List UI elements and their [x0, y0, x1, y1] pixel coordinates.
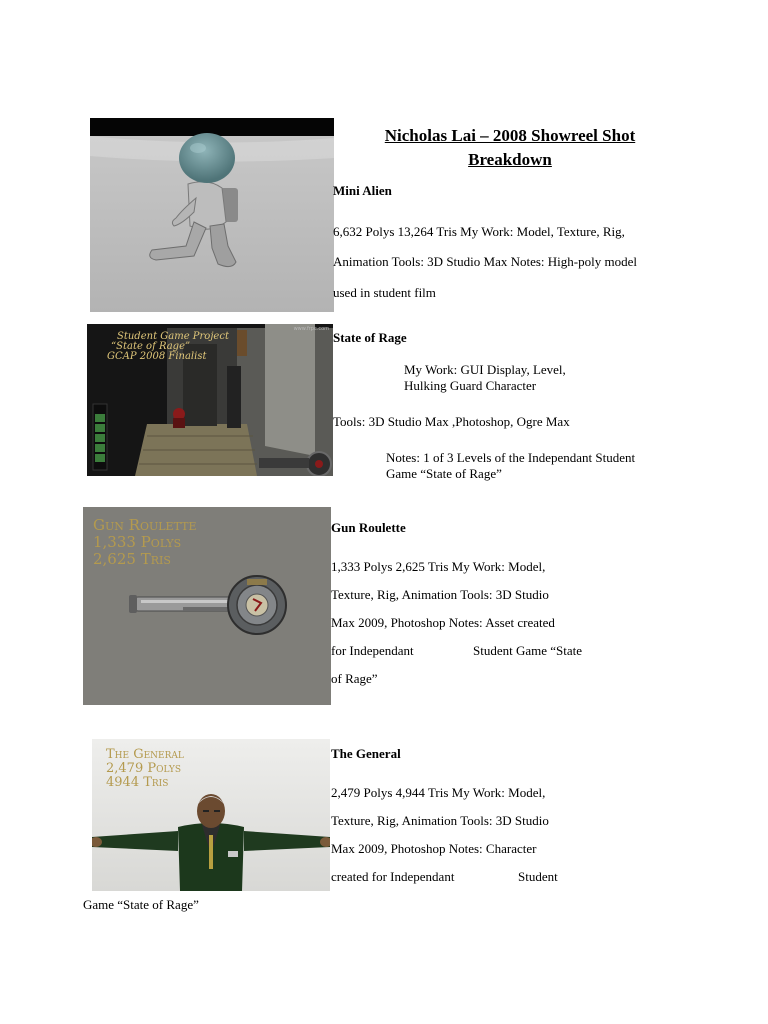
- document-title: [332, 124, 688, 172]
- the-general-overlay: [106, 748, 184, 790]
- the-general-heading: The General: [331, 746, 401, 761]
- state-of-rage-image: [87, 324, 333, 476]
- rage-image-url: www.frpc.com: [293, 326, 329, 332]
- the-general-image: [92, 739, 330, 891]
- general-line-2: Texture, Rig, Animation Tools: 3D Studio: [331, 813, 549, 828]
- general-line-4: [331, 863, 621, 891]
- general-line-4a: created for Independant: [331, 869, 455, 884]
- rage-caption-line-3: GCAP 2008 Finalist: [107, 351, 207, 362]
- mini-alien-line-1: 6,632 Polys 13,264 Tris My Work: Model, Texture, Rig,: [333, 224, 625, 239]
- mini-alien-line-2: Animation Tools: 3D Studio Max Notes: High-poly model: [333, 254, 637, 269]
- state-of-rage-work: [404, 362, 566, 394]
- general-line-4b: Student: [518, 869, 558, 884]
- state-of-rage-tools: Tools: 3D Studio Max ,Photoshop, Ogre Max: [333, 414, 570, 429]
- gun-overlay-line-1: Gun Roulette: [93, 516, 197, 534]
- mini-alien-details: [333, 218, 693, 307]
- gun-line-4: [331, 637, 621, 665]
- state-of-rage-heading: State of Rage: [333, 330, 407, 345]
- general-overlay-line-3: 4944 Tris: [106, 775, 169, 790]
- rage-image-caption: [91, 332, 229, 362]
- rage-caption-line-1: Student Game Project: [117, 331, 229, 342]
- gun-line-4b: Student Game “State: [473, 643, 583, 658]
- title-line-2: Breakdown: [468, 150, 552, 169]
- gun-overlay-line-3: 2,625 Tris: [93, 550, 171, 568]
- gun-line-4a: for Independant: [331, 643, 414, 658]
- rage-notes-line-2: Game “State of Rage”: [386, 466, 502, 481]
- rage-work-line-1: My Work: GUI Display, Level,: [404, 362, 566, 377]
- the-general-details: [331, 779, 621, 891]
- mini-alien-line-3: used in student film: [333, 285, 436, 300]
- rage-caption-line-2: “State of Rage”: [111, 341, 191, 352]
- gun-roulette-image: [83, 507, 331, 705]
- general-line-5: Game “State of Rage”: [83, 897, 199, 912]
- state-of-rage-notes: [386, 450, 635, 482]
- general-overlay-line-2: 2,479 Polys: [106, 761, 181, 776]
- mini-alien-image: [90, 118, 334, 312]
- gun-line-1: 1,333 Polys 2,625 Tris My Work: Model,: [331, 559, 546, 574]
- gun-line-2: Texture, Rig, Animation Tools: 3D Studio: [331, 587, 549, 602]
- gun-line-5: of Rage”: [331, 671, 378, 686]
- gun-line-3: Max 2009, Photoshop Notes: Asset created: [331, 615, 555, 630]
- gun-overlay-line-2: 1,333 Polys: [93, 533, 182, 551]
- rage-work-line-2: Hulking Guard Character: [404, 378, 537, 393]
- general-line-1: 2,479 Polys 4,944 Tris My Work: Model,: [331, 785, 546, 800]
- title-line-1: Nicholas Lai – 2008 Showreel Shot: [384, 126, 636, 145]
- gun-roulette-overlay: [93, 517, 196, 568]
- gun-roulette-heading: Gun Roulette: [331, 520, 406, 535]
- mini-alien-heading: Mini Alien: [333, 183, 392, 198]
- general-line-3: Max 2009, Photoshop Notes: Character: [331, 841, 537, 856]
- general-overlay-line-1: The General: [106, 747, 184, 762]
- gun-roulette-details: [331, 553, 621, 693]
- rage-notes-line-1: Notes: 1 of 3 Levels of the Independant Student: [386, 450, 636, 465]
